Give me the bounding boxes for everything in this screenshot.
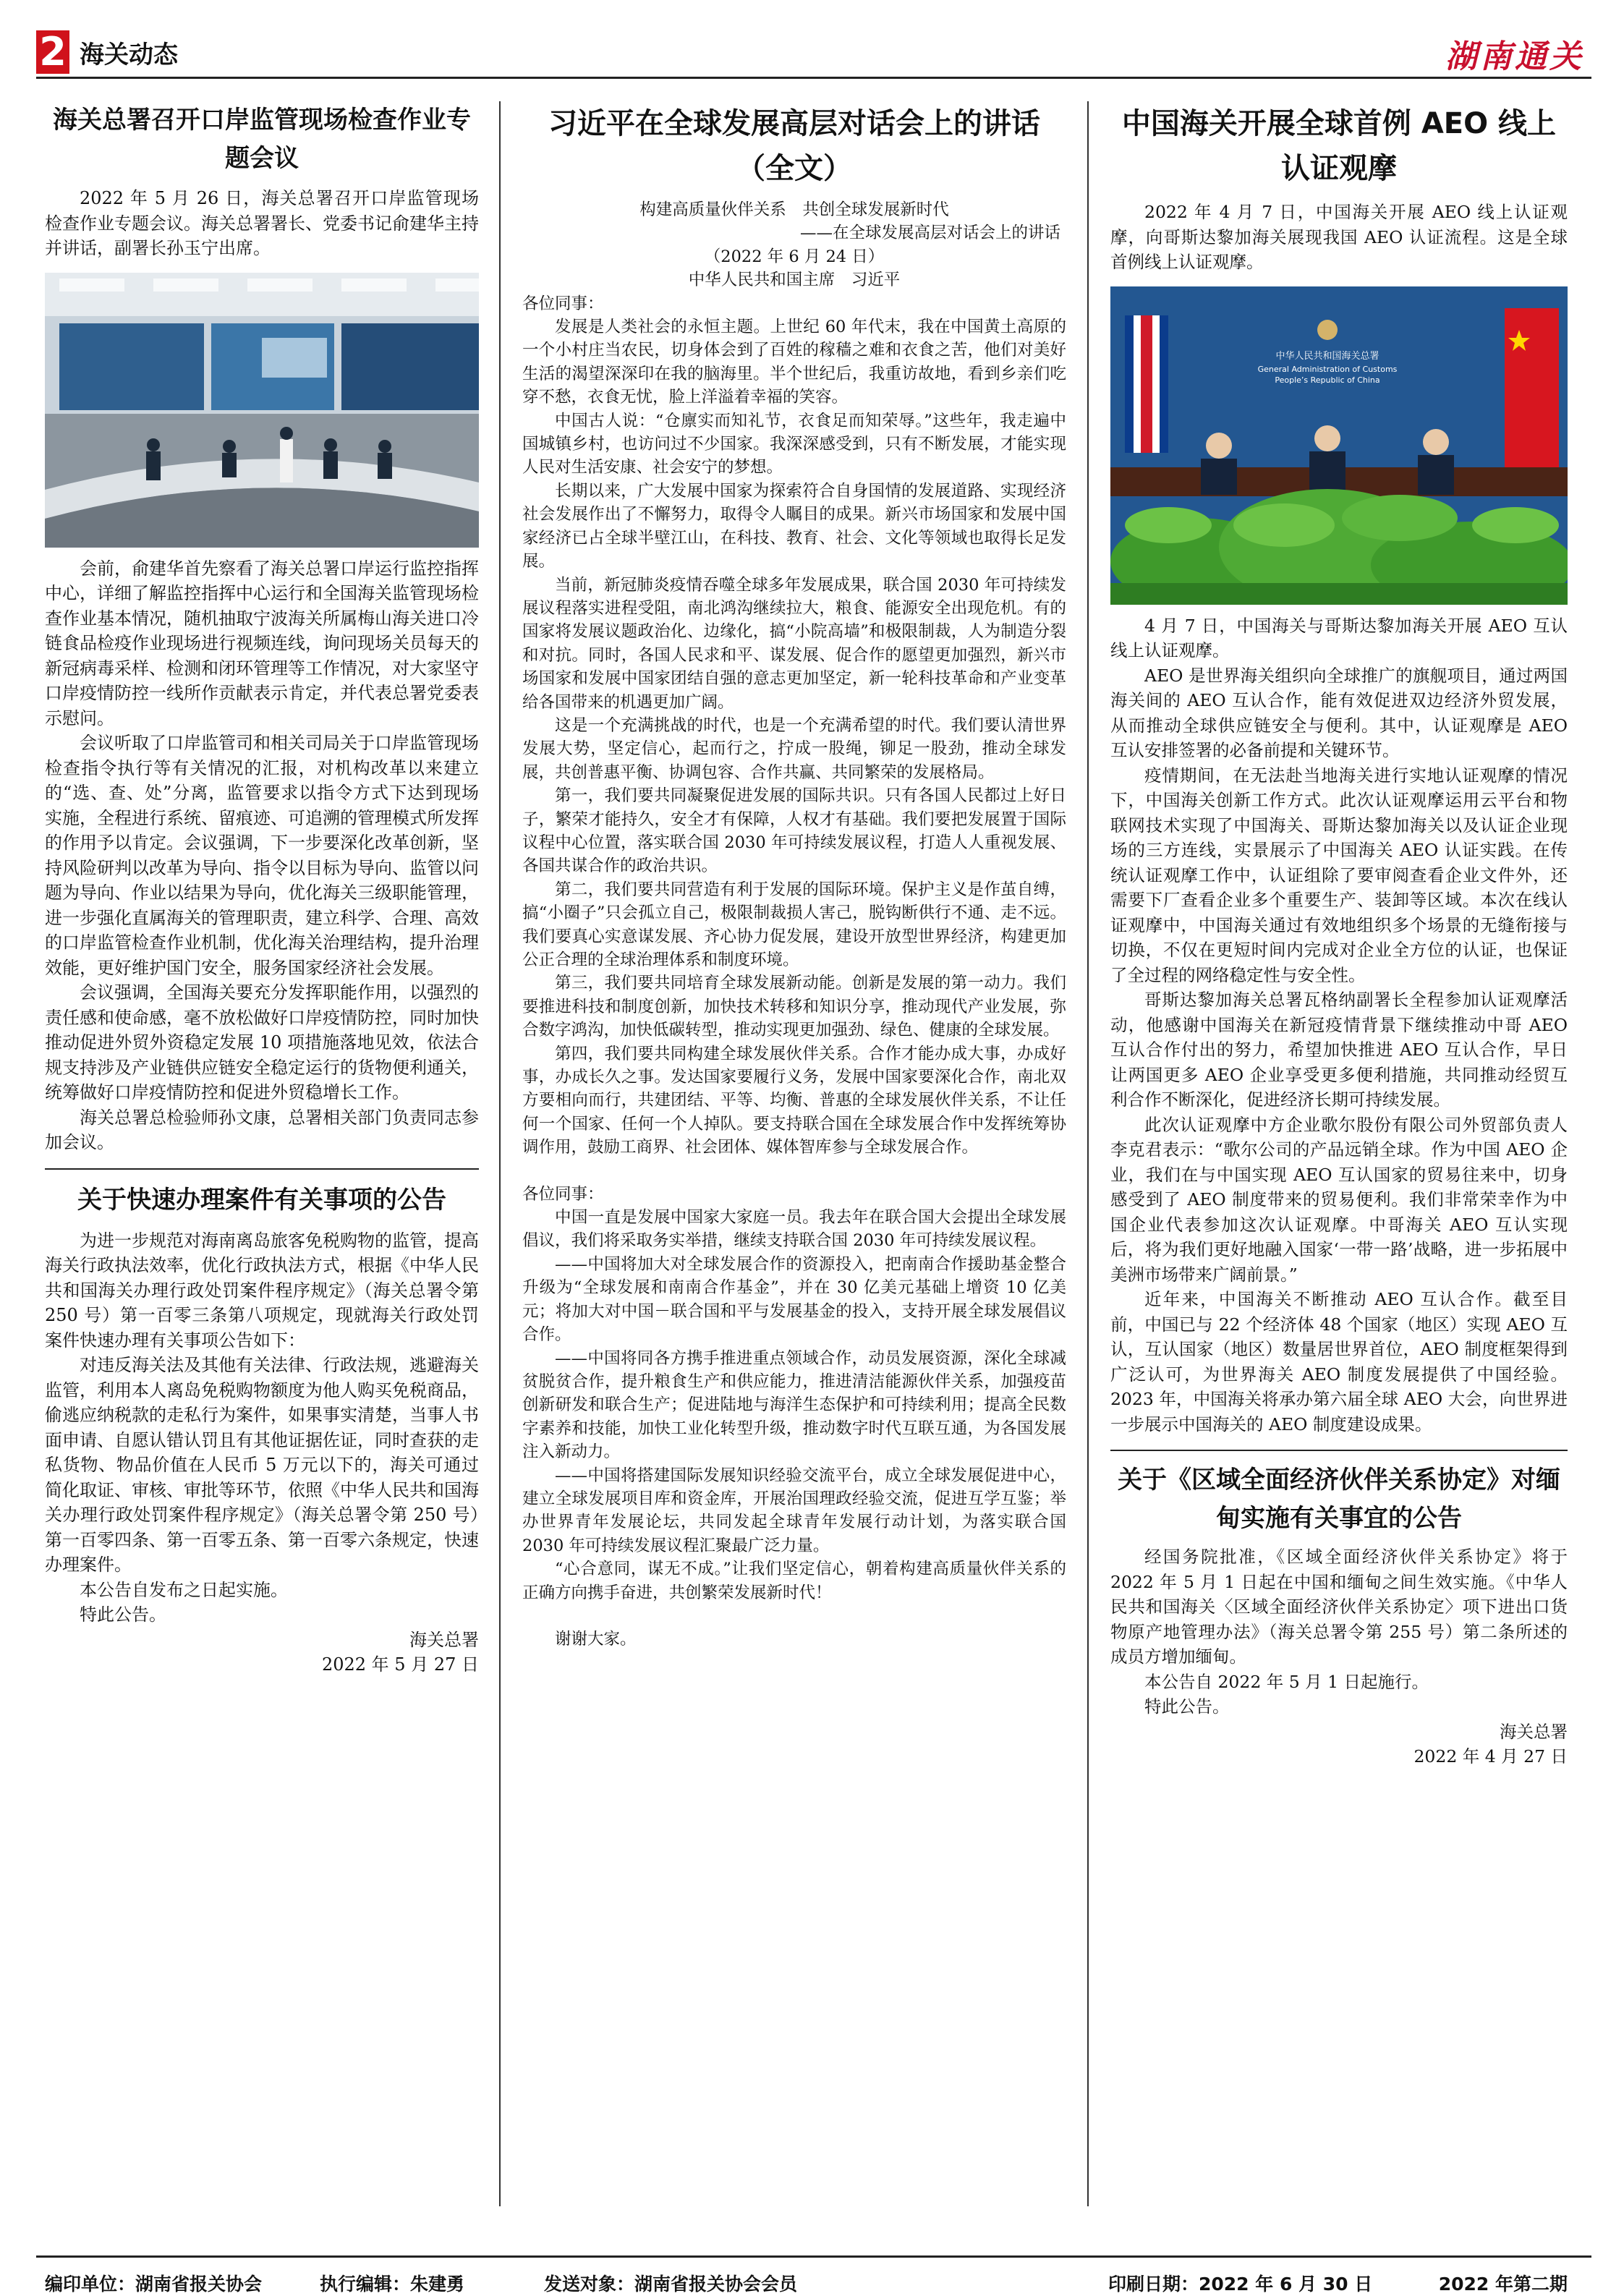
customs-sign-en-2: People’s Republic of China (1275, 375, 1380, 385)
article-paragraph: 本公告自发布之日起实施。 (80, 1579, 288, 1600)
article-paragraph: 特此公告。 (1144, 1696, 1230, 1717)
page-number: 2 (36, 30, 69, 74)
footer-editor-unit: 编印单位：湖南省报关协会 (45, 2274, 263, 2295)
article-paragraph: 为进一步规范对海南离岛旅客免税购物的监管，提高海关行政执法效率，优化行政执法方式，根据《中华人民共和国海关办理行政处罚案件程序规定》（海关总署令第 250 号）第一百零三条第八项规定，现就海关行政处罚案件快速办理有关事项公告如下： (45, 1230, 479, 1351)
meeting-photo (45, 273, 479, 548)
speech-paragraph: ——中国将加大对全球发展合作的资源投入，把南南合作援助基金整合升级为“全球发展和南南合作基金”，并在 30 亿美元基础上增资 10 亿美元；将加大对中国－联合国和平与发展基金的投入，支持开展全球发展倡议合作。 (522, 1254, 1066, 1345)
speech-paragraph: 第一，我们要共同凝聚促进发展的国际共识。只有各国人民都过上好日子，繁荣才能持久，安全才有保障，人权才有基础。我们要把发展置于国际议程中心位置，落实联合国 2030 年可持续发展议程，打造人人重视发展、各国共谋合作的政治共识。 (522, 786, 1066, 876)
article-paragraph: 特此公告。 (80, 1604, 166, 1625)
article-title: 关于《区域全面经济伙伴关系协定》对缅甸实施有关事宜的公告 (1118, 1466, 1560, 1533)
speech-paragraph: 当前，新冠肺炎疫情吞噬全球多年发展成果，联合国 2030 年可持续发展议程落实进程受阻，南北鸿沟继续拉大，粮食、能源安全出现危机。有的国家将发展议题政治化、边缘化，搞“小院高墙”和极限制裁，人为制造分裂和对抗。同时，各国人民求和平、谋发展、促合作的愿望更加强烈，新兴市场国家和发展中国家团结自强的意志更加坚定，新一轮科技革命和产业变革给各国带来的机遇更加广阔。 (522, 575, 1066, 712)
speech-paragraph: 长期以来，广大发展中国家为探索符合自身国情的发展道路、实现经济社会发展作出了不懈努力，取得令人瞩目的成果。新兴市场国家和发展中国家经济已占全球半壁江山，在科技、教育、社会、文化等领域也取得长足发展。 (522, 481, 1066, 571)
speech-salutation: 各位同事： (522, 1184, 604, 1204)
article-paragraph: 近年来，中国海关不断推动 AEO 互认合作。截至目前，中国已与 22 个经济体 48 个国家（地区）实现 AEO 互认，互认国家（地区）数量居世界首位，AEO 制度框架得到广泛认可，为世界海关 AEO 制度发展提供了中国经验。2023 年，中国海关将承办第六届全球 AEO 大会，向世界进一步展示中国海关的 AEO 制度建设成果。 (1110, 1289, 1568, 1434)
speech-paragraph: 第四，我们要共同构建全球发展伙伴关系。合作才能办成大事，办成好事，办成长久之事。发达国家要履行义务，发展中国家要深化合作，南北双方要相向而行，共建团结、平等、均衡、普惠的全球发展伙伴关系，不让任何一个国家、任何一个人掉队。要支持联合国在全球发展合作中发挥统筹协调作用，鼓励工商界、社会团体、媒体智库参与全球发展合作。 (522, 1044, 1066, 1157)
page-header (36, 30, 1591, 77)
signature-date: 2022 年 4 月 27 日 (1413, 1746, 1568, 1767)
article-title: 中国海关开展全球首例 AEO 线上认证观摩 (1121, 107, 1557, 185)
footer-executive-editor: 执行编辑：朱建勇 (320, 2274, 465, 2295)
footer-issue: 2022 年第二期 (1438, 2274, 1568, 2295)
signature: 海关总署 (1500, 1721, 1568, 1742)
section-title: 海关动态 (80, 41, 178, 69)
article-paragraph: 本公告自 2022 年 5 月 1 日起施行。 (1144, 1671, 1429, 1692)
column-divider-right (1087, 101, 1089, 2206)
article-paragraph: 海关总署总检验师孙文康，总署相关部门负责同志参加会议。 (45, 1107, 479, 1153)
speech-closing: 谢谢大家。 (555, 1629, 637, 1649)
speech-subtitle: 构建高质量伙伴关系 共创全球发展新时代 (639, 200, 949, 219)
article-paragraph: 对违反海关法及其他有关法律、行政法规，逃避海关监管，利用本人离岛免税购物额度为他人购买免税商品，偷逃应纳税款的走私行为案件，如果事实清楚，当事人书面申请、自愿认错认罚且有其他证据佐证，同时查获的走私货物、物品价值在人民币 5 万元以下的，海关可通过简化取证、审核、审批等环节，依照《中华人民共和国海关办理行政处罚案件程序规定》（海关总署令第 250 号）第一百零四条、第一百零五条、第一百零六条规定，快速办理案件。 (45, 1355, 479, 1576)
photo-caption: 4 月 7 日，中国海关与哥斯达黎加海关开展 AEO 互认线上认证观摩。 (1110, 615, 1568, 660)
aeo-photo (1110, 286, 1568, 605)
article-paragraph: 2022 年 5 月 26 日，海关总署召开口岸监管现场检查作业专题会议。海关总署署长、党委书记俞建华主持并讲话，副署长孙玉宁出席。 (45, 188, 479, 259)
speech-paragraph: 这是一个充满挑战的时代，也是一个充满希望的时代。我们要认清世界发展大势，坚定信心，起而行之，拧成一股绳，铆足一股劲，推动全球发展，共创普惠平衡、协调包容、合作共赢、共同繁荣的发展格局。 (522, 715, 1066, 782)
speech-paragraph: ——中国将同各方携手推进重点领域合作，动员发展资源，深化全球减贫脱贫合作，提升粮食生产和供应能力，推进清洁能源伙伴关系，加强疫苗创新研发和联合生产；促进陆地与海洋生态保护和可持续利用；提高全民数字素养和技能，加快工业化转型升级，推动数字时代互联互通，为各国发展注入新动力。 (522, 1348, 1066, 1462)
speech-paragraph: 中国古人说：“仓廪实而知礼节，衣食足而知荣辱。”这些年，我走遍中国城镇乡村，也访问过不少国家。我深深感受到，只有不断发展，才能实现人民对生活安康、社会安宁的梦想。 (522, 411, 1066, 477)
speech-paragraph: “心合意同，谋无不成。”让我们坚定信心，朝着构建高质量伙伴关系的正确方向携手奋进，共创繁荣发展新时代！ (522, 1560, 1066, 1602)
article-paragraph: 经国务院批准，《区域全面经济伙伴关系协定》将于 2022 年 5 月 1 日起在中国和缅甸之间生效实施。《中华人民共和国海关〈区域全面经济伙伴关系协定〉项下进出口货物原产地管理办法》（海关总署令第 255 号）第二条所述的成员方增加缅甸。 (1110, 1547, 1568, 1667)
footer-print-date: 印刷日期：2022 年 6 月 30 日 (1108, 2274, 1373, 2295)
signature: 海关总署 (409, 1629, 479, 1650)
article-paragraph: 哥斯达黎加海关总署瓦格纳副署长全程参加认证观摩活动，他感谢中国海关在新冠疫情背景下继续推动中哥 AEO 互认合作付出的努力，希望加快推进 AEO 互认合作，早日让两国更多 AEO 企业享受更多便利措施，共同推动经贸互利合作不断深化，促进经济长期可持续发展。 (1110, 990, 1568, 1110)
article-paragraph: 会议听取了口岸监管司和相关司局关于口岸监管现场检查指令执行等有关情况的汇报，对机构改革以来建立的“选、查、处”分离，监管要求以指令方式下达到现场实施，全程进行系统、留痕迹、可追溯的管理模式所发挥的作用予以肯定。会议强调，下一步要深化改革创新，坚持风险研判以改革为导向、指令以目标为导向、监管以问题为导向、作业以结果为导向，优化海关三级职能管理，进一步强化直属海关的管理职责，建立科学、合理、高效的口岸监管检查作业机制，优化海关治理结构，提升治理效能，更好维护国门安全，服务国家经济社会发展。 (45, 733, 479, 978)
costa-rica-flag (1125, 315, 1168, 453)
signature-date: 2022 年 5 月 27 日 (321, 1654, 479, 1675)
article-divider (1110, 1450, 1568, 1451)
china-flag (1505, 308, 1559, 475)
footer-recipients: 发送对象：湖南省报关协会会员 (544, 2274, 798, 2295)
article-divider (45, 1168, 479, 1170)
speech-date: （2022 年 6 月 24 日） (704, 247, 885, 266)
speech-speaker: 中华人民共和国主席 习近平 (688, 271, 901, 290)
article-paragraph: 2022 年 4 月 7 日，中国海关开展 AEO 线上认证观摩，向哥斯达黎加海关展现我国 AEO 认证流程。这是全球首例线上认证观摩。 (1110, 202, 1568, 272)
article-title: 习近平在全球发展高层对话会上的讲话（全文） (548, 107, 1040, 185)
column-left (45, 101, 479, 1678)
speech-paragraph: 第二，我们要共同营造有利于发展的国际环境。保护主义是作茧自缚，搞“小圈子”只会孤立自己，极限制裁损人害己，脱钩断供行不通、走不远。我们要真心实意谋发展、齐心协力促发展，建设开放型世界经济，构建更加公正合理的全球治理体系和制度环境。 (522, 880, 1066, 969)
article-paragraph: 此次认证观摩中方企业歌尔股份有限公司外贸部负责人李克君表示：“歌尔公司的产品远销全球。作为中国 AEO 企业，我们在与中国实现 AEO 互认国家的贸易往来中，切身感受到了 AEO 制度带来的贸易便利。我们非常荣幸作为中国企业代表参加这次认证观摩。中哥海关 AEO 互认实现后，将为我们更好地融入国家‘一带一路’战略，进一步拓展中美洲市场带来广阔前景。” (1110, 1114, 1568, 1285)
column-right (1110, 101, 1568, 1769)
meeting-room-image (45, 273, 479, 548)
column-divider-left (499, 101, 501, 2206)
speech-paragraph: 发展是人类社会的永恒主题。上世纪 60 年代末，我在中国黄土高原的一个小村庄当农民，切身体会到了百姓的稼穑之难和衣食之苦，他们对美好生活的渴望深深印在我的脑海里。半个世纪后，我重访故地，看到乡亲们吃穿不愁，衣食无忧，脸上洋溢着幸福的笑容。 (522, 318, 1066, 407)
speech-paragraph: ——中国将搭建国际发展知识经验交流平台，成立全球发展促进中心，建立全球发展项目库和资金库，开展治国理政经验交流，促进互学互鉴；举办世界青年发展论坛，共同发起全球青年发展行动计划，为落实联合国 2030 年可持续发展议程汇聚最广泛力量。 (522, 1466, 1066, 1555)
speech-paragraph: 中国一直是发展中国家大家庭一员。我去年在联合国大会提出全球发展倡议，我们将采取务实举措，继续支持联合国 2030 年可持续发展议程。 (522, 1208, 1066, 1251)
speech-subtitle-2: ——在全球发展高层对话会上的讲话 (799, 224, 1060, 243)
speech-paragraph: 第三，我们要共同培育全球发展新动能。创新是发展的第一动力。我们要推进科技和制度创新，加快技术转移和知识分享，推动现代产业发展，弥合数字鸿沟，加快低碳转型，推动实现更加强劲、绿色、健康的全球发展。 (522, 974, 1066, 1040)
article-paragraph: 会议强调，全国海关要充分发挥职能作用，以强烈的责任感和使命感，毫不放松做好口岸疫情防控，同时加快推动促进外贸外资稳定发展 10 项措施落地见效，依法合规支持涉及产业链供应链安全稳定运行的货物便利通关，统筹做好口岸疫情防控和促进外贸稳增长工作。 (45, 982, 479, 1103)
header-rule (36, 77, 1591, 79)
customs-sign-cn: 中华人民共和国海关总署 (1275, 350, 1379, 362)
video-conference-image (1110, 286, 1568, 605)
article-paragraph: 会前，俞建华首先察看了海关总署口岸运行监控指挥中心，详细了解监控指挥中心运行和全国海关监管现场检查作业基本情况，随机抽取宁波海关所属梅山海关进口冷链食品检疫作业现场进行视频连线，询问现场关员每天的新冠病毒采样、检测和闭环管理等工作情况，对大家坚守口岸疫情防控一线所作贡献表示肯定，并代表总署党委表示慰问。 (45, 558, 479, 728)
article-paragraph: 疫情期间，在无法赴当地海关进行实地认证观摩的情况下，中国海关创新工作方式。此次认证观摩运用云平台和物联网技术实现了中国海关、哥斯达黎加海关以及认证企业现场的三方连线，实景展示了中国海关 AEO 认证实践。在传统认证观摩工作中，认证组除了要审阅查看企业文件外，还需要下厂查看企业多个重要生产、装卸等区域。本次在线认证观摩中，中国海关通过有效地组织多个场景的无缝衔接与切换，不仅在更短时间内完成对企业全方位的认证，也保证了全过程的网络稳定性与安全性。 (1110, 765, 1568, 985)
article-title: 海关总署召开口岸监管现场检查作业专题会议 (53, 106, 471, 173)
column-center (522, 101, 1066, 1651)
article-title: 关于快速办理案件有关事项的公告 (77, 1185, 446, 1215)
brand-logo: 湖南通关 (1445, 38, 1584, 75)
customs-sign-en-1: General Administration of Customs (1257, 364, 1398, 374)
speech-salutation: 各位同事： (522, 294, 604, 313)
article-paragraph: AEO 是世界海关组织向全球推广的旗舰项目，通过两国海关间的 AEO 互认合作，能有效促进双边经济外贸发展，从而推动全球供应链安全与便利。其中，认证观摩是 AEO 互认安排签署的必备前提和关键环节。 (1110, 665, 1568, 760)
footer-rule (36, 2255, 1591, 2258)
